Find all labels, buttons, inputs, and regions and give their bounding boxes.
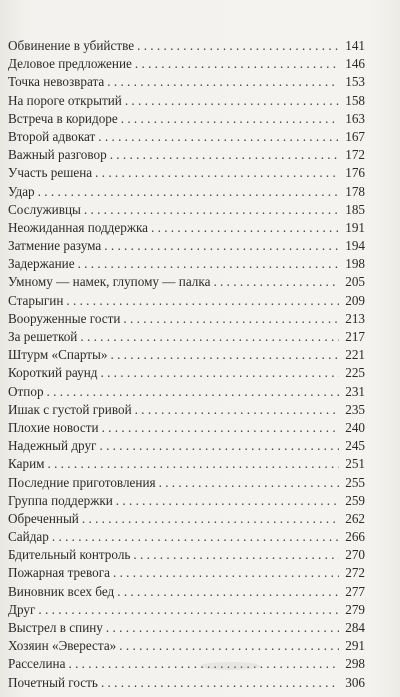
- toc-entry-title: Точка невозврата: [8, 74, 105, 90]
- toc-entry-page-number: 231: [345, 383, 365, 399]
- toc-entry-title: Карим: [8, 456, 45, 472]
- dot-leader: [213, 273, 339, 291]
- toc-entry-title: Старыгин: [8, 292, 64, 308]
- toc-entry-page-number: 284: [345, 620, 365, 635]
- dot-leader: [47, 455, 339, 473]
- toc-entry: [8, 328, 365, 346]
- toc-entry-title: Встреча в коридоре: [8, 110, 118, 126]
- toc-entry: [8, 164, 365, 182]
- toc-entry-page-number: 235: [345, 401, 365, 417]
- toc-entry-title: Надежный друг: [8, 438, 97, 454]
- toc-entry-title: Неожиданная поддержка: [8, 219, 149, 235]
- toc-entry: [8, 346, 365, 364]
- toc-entry: [8, 419, 365, 437]
- toc-entry-page-number: 259: [345, 492, 365, 508]
- toc-entry-page-number: 217: [345, 329, 365, 344]
- toc-entry-page-number: 240: [345, 419, 365, 435]
- toc-entry-page-number: 225: [345, 365, 365, 381]
- toc-entry-page-number: 277: [345, 583, 365, 599]
- toc-entry-page-number: 191: [345, 219, 365, 235]
- dot-leader: [84, 201, 339, 219]
- dot-leader: [113, 564, 339, 582]
- toc-entry-title: Деловое предложение: [8, 56, 132, 72]
- toc-entry-page-number: 213: [345, 310, 365, 326]
- toc-entry-title: Затмение разума: [8, 238, 102, 254]
- toc-entry-page-number: 272: [345, 565, 365, 581]
- toc-entry: [8, 201, 365, 219]
- toc-entry: [8, 237, 365, 255]
- dot-leader: [52, 528, 339, 546]
- toc-entry-title: Пожарная тревога: [8, 565, 110, 581]
- dot-leader: [100, 364, 339, 382]
- toc-entry-title: Участь решена: [8, 165, 93, 181]
- toc-entry-page-number: 163: [345, 110, 365, 126]
- dot-leader: [110, 146, 339, 164]
- toc-entry: [8, 73, 365, 91]
- dot-leader: [107, 73, 339, 91]
- toc-entry-title: Сослуживцы: [8, 201, 81, 217]
- dot-leader: [66, 292, 339, 310]
- toc-entry-page-number: 185: [345, 201, 365, 217]
- toc-entry-title: Хозяин «Эвереста»: [8, 638, 117, 654]
- toc-entry: [8, 546, 365, 564]
- dot-leader: [121, 110, 339, 128]
- toc-entry-page-number: 266: [345, 529, 365, 545]
- toc-entry: [8, 146, 365, 164]
- dot-leader: [104, 237, 339, 255]
- dot-leader: [106, 619, 339, 637]
- toc-entry-title: Ишак с густой гривой: [8, 401, 132, 417]
- toc-entry-title: Штурм «Спарты»: [8, 347, 108, 363]
- toc-entry-title: Выстрел в спину: [8, 620, 103, 635]
- toc-entry: [8, 292, 365, 310]
- toc-entry: [8, 510, 365, 528]
- dot-leader: [80, 328, 339, 346]
- dot-leader: [159, 474, 339, 492]
- dot-leader: [110, 346, 339, 364]
- toc-entry: [8, 492, 365, 510]
- toc-entry-page-number: 146: [345, 56, 365, 72]
- toc-entry-page-number: 306: [345, 674, 365, 690]
- toc-entry: [8, 37, 365, 55]
- dot-leader: [116, 492, 339, 510]
- toc-entry: [8, 273, 365, 291]
- toc-entry-page-number: 298: [345, 656, 365, 672]
- table-of-contents: [8, 37, 365, 692]
- toc-entry-page-number: 262: [345, 510, 365, 526]
- toc-entry: [8, 619, 365, 637]
- dot-leader: [135, 401, 339, 419]
- toc-entry: [8, 528, 365, 546]
- toc-entry-title: Группа поддержки: [8, 492, 113, 508]
- toc-entry-title: На пороге открытий: [8, 92, 122, 108]
- toc-entry-page-number: 209: [345, 292, 365, 308]
- dot-leader: [78, 255, 339, 273]
- toc-entry-page-number: 291: [345, 638, 365, 654]
- toc-entry: [8, 455, 365, 473]
- dot-leader: [117, 583, 339, 601]
- toc-entry-page-number: 141: [345, 38, 365, 53]
- toc-entry-title: Почетный гость: [8, 674, 98, 690]
- toc-entry-page-number: 194: [345, 238, 365, 254]
- toc-entry-title: Важный разговор: [8, 147, 107, 163]
- toc-entry-title: Умному — намек, глупому — палка: [8, 274, 211, 290]
- toc-entry-page-number: 172: [345, 147, 365, 163]
- toc-entry-title: Удар: [8, 183, 35, 199]
- toc-entry: [8, 401, 365, 419]
- toc-entry-title: Последние приготовления: [8, 474, 156, 490]
- dot-leader: [47, 383, 339, 401]
- toc-entry-title: Расселина: [8, 656, 66, 672]
- dot-leader: [119, 637, 339, 655]
- toc-entry-title: Друг: [8, 601, 36, 617]
- toc-entry-page-number: 178: [345, 183, 365, 199]
- toc-entry-page-number: 176: [345, 165, 365, 181]
- dot-leader: [101, 674, 339, 692]
- toc-entry-title: Второй адвокат: [8, 128, 96, 144]
- dot-leader: [137, 37, 339, 55]
- toc-entry-title: Обреченный: [8, 510, 79, 526]
- toc-entry-title: Обвинение в убийстве: [8, 38, 135, 53]
- toc-entry: [8, 383, 365, 401]
- toc-entry: [8, 564, 365, 582]
- toc-entry-page-number: 198: [345, 256, 365, 272]
- toc-entry-page-number: 251: [345, 456, 365, 472]
- toc-entry: [8, 55, 365, 73]
- toc-entry-title: Бдительный контроль: [8, 547, 131, 563]
- toc-entry-page-number: 279: [345, 601, 365, 617]
- toc-entry-title: Виновник всех бед: [8, 583, 115, 599]
- dot-leader: [38, 601, 339, 619]
- toc-entry-page-number: 205: [345, 274, 365, 290]
- toc-entry-title: За решеткой: [8, 329, 78, 344]
- toc-entry: [8, 128, 365, 146]
- dot-leader: [82, 510, 339, 528]
- toc-entry: [8, 601, 365, 619]
- toc-entry: [8, 364, 365, 382]
- toc-entry-title: Сайдар: [8, 529, 49, 545]
- toc-entry: [8, 437, 365, 455]
- dot-leader: [123, 310, 339, 328]
- toc-entry-title: Отпор: [8, 383, 44, 399]
- toc-entry-page-number: 167: [345, 128, 365, 144]
- toc-entry-title: Вооруженные гости: [8, 310, 121, 326]
- toc-entry: [8, 474, 365, 492]
- dot-leader: [125, 92, 339, 110]
- toc-entry-page-number: 221: [345, 347, 365, 363]
- toc-entry: [8, 219, 365, 237]
- toc-entry-page-number: 245: [345, 438, 365, 454]
- dot-leader: [95, 164, 339, 182]
- dot-leader: [135, 55, 339, 73]
- toc-entry-page-number: 255: [345, 474, 365, 490]
- toc-entry: [8, 583, 365, 601]
- toc-entry: [8, 183, 365, 201]
- toc-entry: [8, 255, 365, 273]
- toc-entry: [8, 110, 365, 128]
- toc-entry: [8, 637, 365, 655]
- toc-entry-title: Плохие новости: [8, 419, 99, 435]
- toc-entry-page-number: 270: [345, 547, 365, 563]
- toc-entry-page-number: 158: [345, 92, 365, 108]
- dot-leader: [98, 128, 339, 146]
- page-smudge: [200, 662, 260, 670]
- toc-entry-title: Задержание: [8, 256, 75, 272]
- toc-entry: [8, 674, 365, 692]
- dot-leader: [102, 419, 339, 437]
- toc-entry: [8, 92, 365, 110]
- toc-entry: [8, 655, 365, 673]
- toc-entry-title: Короткий раунд: [8, 365, 98, 381]
- dot-leader: [38, 183, 339, 201]
- dot-leader: [133, 546, 339, 564]
- dot-leader: [151, 219, 339, 237]
- toc-entry-page-number: 153: [345, 74, 365, 90]
- dot-leader: [99, 437, 339, 455]
- toc-entry: [8, 310, 365, 328]
